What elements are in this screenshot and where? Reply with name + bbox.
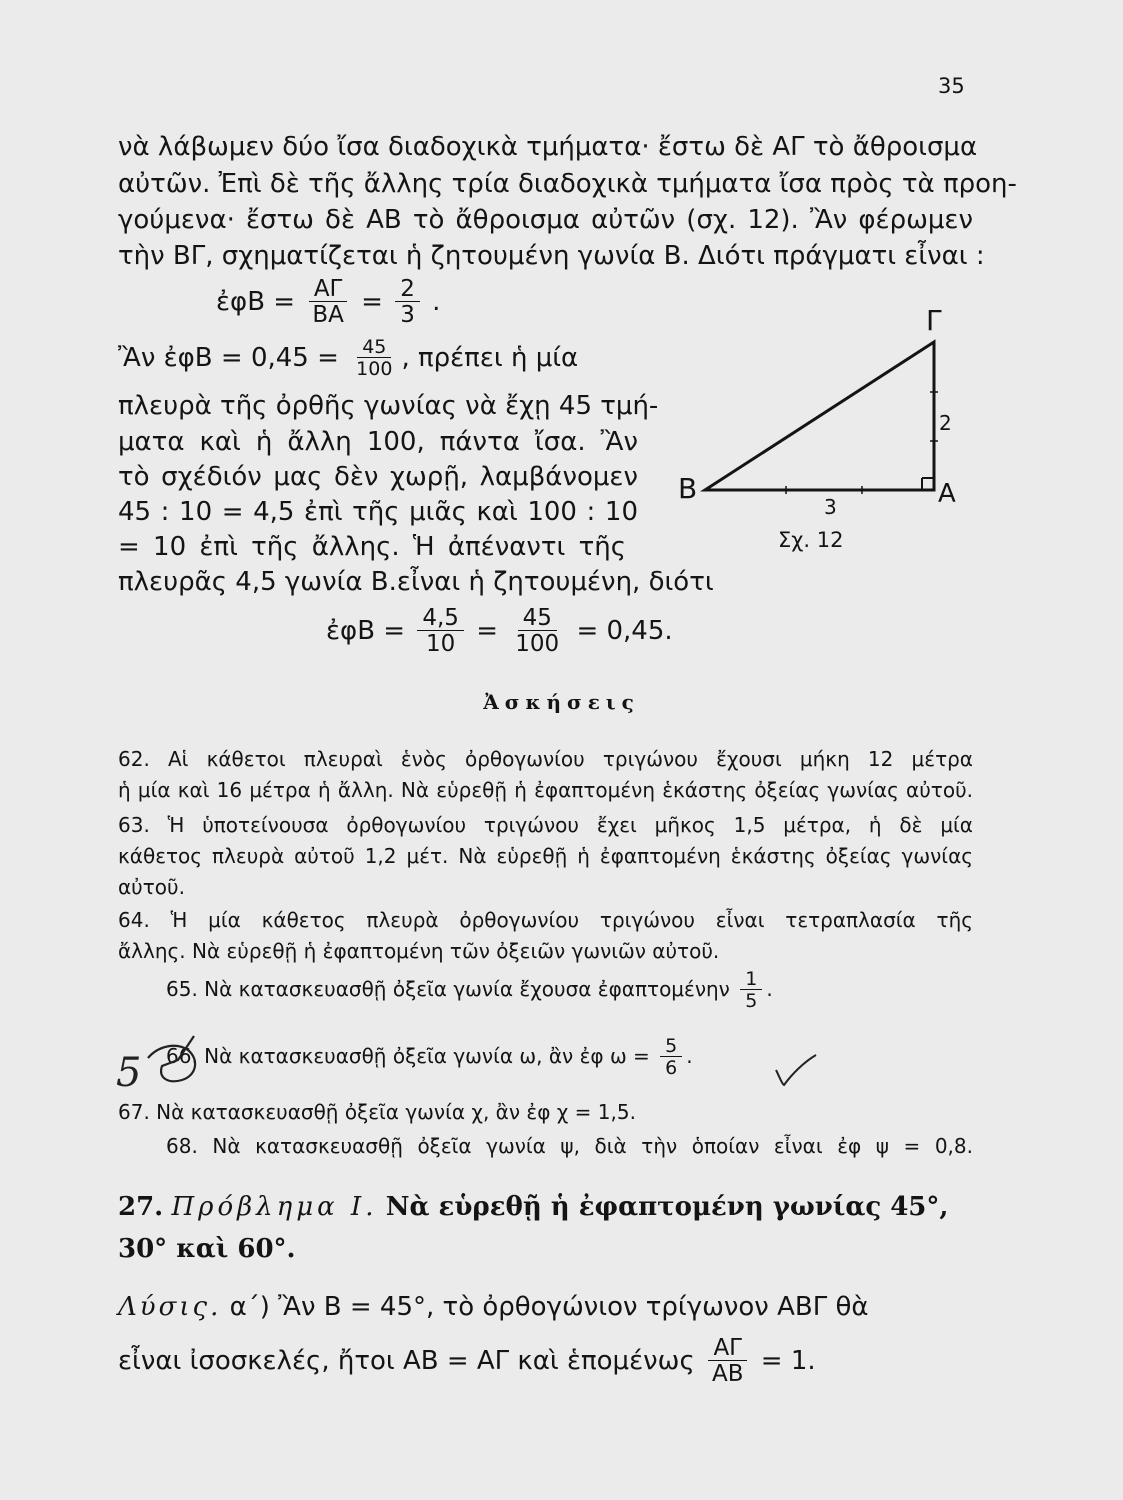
side-label-horizontal: 3 — [824, 495, 837, 519]
problem-number: 27. — [118, 1192, 164, 1222]
handwritten-circle-mark — [118, 1026, 228, 1096]
solution-text: α΄) Ἂν Β = 45°, τὸ ὀρθογώνιον τρίγωνον ΑΒΓ θὰ — [229, 1292, 869, 1322]
solution-label: Λύσις. — [118, 1292, 222, 1322]
text-line: τὸ σχέδιόν μας δὲν χωρῇ, λαμβάνομεν — [118, 462, 638, 492]
vertex-label-g: Γ — [926, 304, 942, 337]
exercise-68: 68. Νὰ κατασκευασθῇ ὀξεῖα γωνία ψ, διὰ τὴν ὁποίαν εἶναι ἐφ ψ = 0,8. — [166, 1134, 973, 1158]
exercise-63-cont: κάθετος πλευρὰ αὐτοῦ 1,2 μέτ. Νὰ εὑρεθῇ ἡ ἐφαπτομένη ἑκάστης ὀξείας γωνίας — [118, 844, 973, 868]
fraction: $\frac{2}{3}$ — [395, 278, 420, 327]
exercise-64-cont: ἄλλης. Νὰ εὑρεθῇ ἡ ἐφαπτομένη τῶν ὀξειῶν γωνιῶν αὐτοῦ. — [118, 939, 720, 963]
equation-tanB-result — [326, 607, 673, 656]
exercise-text: 66. Νὰ κατασκευασθῇ ὀξεῖα γωνία ω, ἂν ἐφ ω = — [166, 1044, 650, 1068]
side-label-vertical: 2 — [939, 411, 952, 435]
fraction: $\frac{4,5}{10}$ — [417, 607, 464, 656]
exercise-62: 62. Αἱ κάθετοι πλευραὶ ἑνὸς ὀρθογωνίου τριγώνου ἔχουσι μήκη 12 μέτρα — [118, 747, 973, 771]
exercise-62-cont: ἡ μία καὶ 16 μέτρα ἡ ἄλλη. Νὰ εὑρεθῇ ἡ ἐφαπτομένη ἑκάστης ὀξείας γωνίας αὐτοῦ. — [118, 778, 973, 802]
page-number: 35 — [938, 74, 965, 98]
fraction: $\frac{45}{100}$ — [356, 336, 393, 380]
fraction: $\frac{45}{100}$ — [515, 605, 560, 657]
exercise-63-cont: αὐτοῦ. — [118, 875, 185, 899]
fraction: $\frac{A\Gamma}{BA}$ — [307, 278, 349, 327]
eq-sign: = — [361, 287, 383, 317]
exercise-text: 65. Νὰ κατασκευασθῇ ὀξεῖα γωνία ἔχουσα ἐφαπτομένην — [166, 977, 730, 1001]
text-line: πλευρᾶς 4,5 γωνία Β.εἶναι ἡ ζητουμένη, διότι — [118, 567, 714, 597]
solution-line — [118, 1287, 978, 1327]
fraction: $\frac{A\Gamma}{AB}$ — [707, 1337, 749, 1386]
exercise-64: 64. Ἡ μία κάθετος πλευρὰ ὀρθογωνίου τριγώνου εἶναι τετραπλασία τῆς — [118, 908, 973, 932]
text-line: τὴν ΒΓ, σχηματίζεται ἡ ζητουμένη γωνία Β. Διότι πράγματι εἶναι : — [118, 241, 985, 271]
fraction: $\frac{1}{5}$ — [740, 970, 762, 1011]
vertex-label-a: Α — [938, 479, 956, 509]
figure-caption: Σχ. 12 — [778, 528, 844, 552]
handwritten-margin-number: 5 — [116, 1050, 142, 1096]
eq-sign: = — [476, 616, 498, 646]
problem-title: Νὰ εὑρεθῇ ἡ ἐφαπτομένη γωνίας 45°, — [385, 1192, 949, 1222]
problem-title-cont: 30° καὶ 60°. — [118, 1234, 296, 1264]
exercise-66: 66. Νὰ κατασκευασθῇ ὀξεῖα γωνία ω, ἂν ἐφ ω = $\frac{5}{6}$ . — [166, 1035, 693, 1079]
solution-line — [118, 1337, 978, 1386]
solution-text: εἶναι ἰσοσκελές, ἤτοι ΑΒ = ΑΓ καὶ ἑπομένως — [118, 1346, 695, 1376]
text-line: νὰ λάβωμεν δύο ἴσα διαδοχικὰ τμήματα· ἔστω δὲ ΑΓ τὸ ἄθροισμα — [118, 132, 978, 162]
exercise-65: 65. Νὰ κατασκευασθῇ ὀξεῖα γωνία ἔχουσα ἐφαπτομένην $\frac{1}{5}$ . — [166, 968, 773, 1012]
text-line: αὐτῶν. Ἐπὶ δὲ τῆς ἄλλης τρία διαδοχικὰ τμήματα ἴσα πρὸς τὰ προη- — [118, 169, 1017, 199]
eq-lhs: ἐφΒ = — [326, 616, 406, 646]
equation-tan-045 — [118, 338, 578, 379]
problem-heading — [118, 1187, 978, 1227]
eq-end: . — [432, 287, 441, 317]
checkmark-stroke — [776, 1055, 816, 1085]
text-line: 45 : 10 = 4,5 ἐπὶ τῆς μιᾶς καὶ 100 : 10 — [118, 497, 638, 527]
problem-label: Πρόβλημα Ι. — [171, 1192, 378, 1222]
text-line: = 10 ἐπὶ τῆς ἄλλης. Ἡ ἀπέναντι τῆς — [118, 532, 626, 562]
equation-tanB — [216, 278, 440, 327]
eq-lhs: ἐφΒ = — [216, 287, 296, 317]
handwritten-check-icon — [766, 1052, 826, 1088]
triangle-shape — [705, 342, 934, 490]
problem-heading-cont — [118, 1229, 978, 1269]
solution-end: = 1. — [760, 1346, 816, 1376]
exercises-heading: Ἀσκήσεις — [483, 690, 640, 714]
text-line: ματα καὶ ἡ ἄλλη 100, πάντα ἴσα. Ἂν — [118, 427, 638, 457]
eq-pre: Ἂν ἐφΒ = 0,45 = — [118, 343, 339, 373]
exercise-67: 67. Νὰ κατασκευασθῇ ὀξεῖα γωνία χ, ἂν ἐφ χ = 1,5. — [118, 1100, 636, 1124]
eq-post: , πρέπει ἡ μία — [401, 343, 579, 373]
handwritten-scribble — [148, 1036, 195, 1081]
eq-tail: = 0,45. — [576, 616, 673, 646]
text-line: πλευρὰ τῆς ὀρθῆς γωνίας νὰ ἔχῃ 45 τμή- — [118, 391, 659, 421]
fraction: $\frac{5}{6}$ — [660, 1037, 682, 1078]
exercise-63: 63. Ἡ ὑποτείνουσα ὀρθογωνίου τριγώνου ἔχει μῆκος 1,5 μέτρα, ἡ δὲ μία — [118, 813, 973, 837]
text-line: γούμενα· ἔστω δὲ ΑΒ τὸ ἄθροισμα αὐτῶν (σχ. 12). Ἂν φέρωμεν — [118, 205, 973, 235]
vertex-label-b: Β — [678, 472, 698, 505]
figure-right-triangle — [660, 300, 980, 560]
